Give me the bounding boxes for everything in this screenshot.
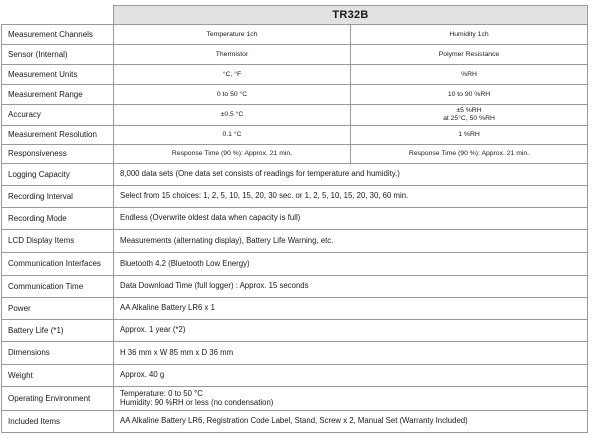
row-value: H 36 mm x W 85 mm x D 36 mm (114, 342, 588, 365)
temperature-value: 0.1 °C (114, 126, 351, 145)
row-label: Logging Capacity (2, 164, 114, 186)
table-row (2, 164, 588, 186)
temperature-value: Thermistor (114, 45, 351, 65)
table-row (2, 230, 588, 253)
humidity-value: %RH (351, 65, 588, 85)
table-row (2, 126, 588, 145)
row-label: Measurement Range (2, 85, 114, 105)
humidity-value: Polymer Resistance (351, 45, 588, 65)
row-value: Approx. 40 g (114, 365, 588, 387)
operating-temperature: Temperature: 0 to 50 °C (120, 388, 203, 398)
operating-humidity: Humidity: 90 %RH or less (no condensation) (120, 397, 274, 407)
row-label: Power (2, 298, 114, 320)
temperature-value: 0 to 50 °C (114, 85, 351, 105)
row-label: Accuracy (2, 105, 114, 126)
accuracy-condition: at 25°C, 50 %RH (443, 115, 495, 122)
row-label: Weight (2, 365, 114, 387)
table-row (2, 298, 588, 320)
row-value: AA Alkaline Battery LR6, Registration Code Label, Stand, Screw x 2, Manual Set (Warranty Included) (114, 411, 588, 433)
temperature-value: Temperature 1ch (114, 25, 351, 45)
table-row (2, 365, 588, 387)
row-label: Recording Mode (2, 208, 114, 230)
humidity-value: Humidity 1ch (351, 25, 588, 45)
row-value: Approx. 1 year (*2) (114, 320, 588, 342)
spec-table (1, 5, 588, 433)
row-label: Recording Interval (2, 186, 114, 208)
row-label: Measurement Units (2, 65, 114, 85)
row-label: Communication Time (2, 276, 114, 298)
temperature-value: °C, °F (114, 65, 351, 85)
table-row (2, 85, 588, 105)
table-row (2, 45, 588, 65)
temperature-value: ±0.5 °C (114, 105, 351, 126)
table-row (2, 208, 588, 230)
table-row (2, 25, 588, 45)
row-label: LCD Display Items (2, 230, 114, 253)
accuracy-line: ±5 %RH (456, 107, 482, 115)
row-label: Operating Environment (2, 387, 114, 411)
table-row (2, 105, 588, 126)
row-value: 8,000 data sets (One data set consists of readings for temperature and humidity.) (114, 164, 588, 186)
table-row (2, 253, 588, 276)
row-label: Dimensions (2, 342, 114, 365)
row-label: Battery Life (*1) (2, 320, 114, 342)
row-label: Included Items (2, 411, 114, 433)
row-value: Data Download Time (full logger) : Approx. 15 seconds (114, 276, 588, 298)
row-label: Measurement Resolution (2, 126, 114, 145)
row-value: Endless (Overwrite oldest data when capacity is full) (114, 208, 588, 230)
humidity-value: 10 to 90 %RH (351, 85, 588, 105)
humidity-value: Response Time (90 %): Approx. 21 min. (351, 145, 588, 164)
row-value: Bluetooth 4.2 (Bluetooth Low Energy) (114, 253, 588, 276)
model-name: TR32B (114, 6, 588, 25)
row-label: Measurement Channels (2, 25, 114, 45)
row-value (114, 387, 588, 411)
table-row (2, 145, 588, 164)
header-corner (2, 6, 114, 25)
table-row (2, 276, 588, 298)
row-label: Responsiveness (2, 145, 114, 164)
table-row (2, 65, 588, 85)
table-row (2, 387, 588, 411)
table-row (2, 186, 588, 208)
row-value: Measurements (alternating display), Battery Life Warning, etc. (114, 230, 588, 253)
humidity-value: 1 %RH (351, 126, 588, 145)
row-value: AA Alkaline Battery LR6 x 1 (114, 298, 588, 320)
table-row (2, 411, 588, 433)
humidity-value (351, 105, 588, 126)
row-label: Sensor (Internal) (2, 45, 114, 65)
temperature-value: Response Time (90 %): Approx. 21 min. (114, 145, 351, 164)
header-row (2, 6, 588, 25)
table-row (2, 342, 588, 365)
row-value: Select from 15 choices: 1, 2, 5, 10, 15, 20, 30 sec. or 1, 2, 5, 10, 15, 20, 30, 60 min. (114, 186, 588, 208)
row-label: Communication Interfaces (2, 253, 114, 276)
table-row (2, 320, 588, 342)
